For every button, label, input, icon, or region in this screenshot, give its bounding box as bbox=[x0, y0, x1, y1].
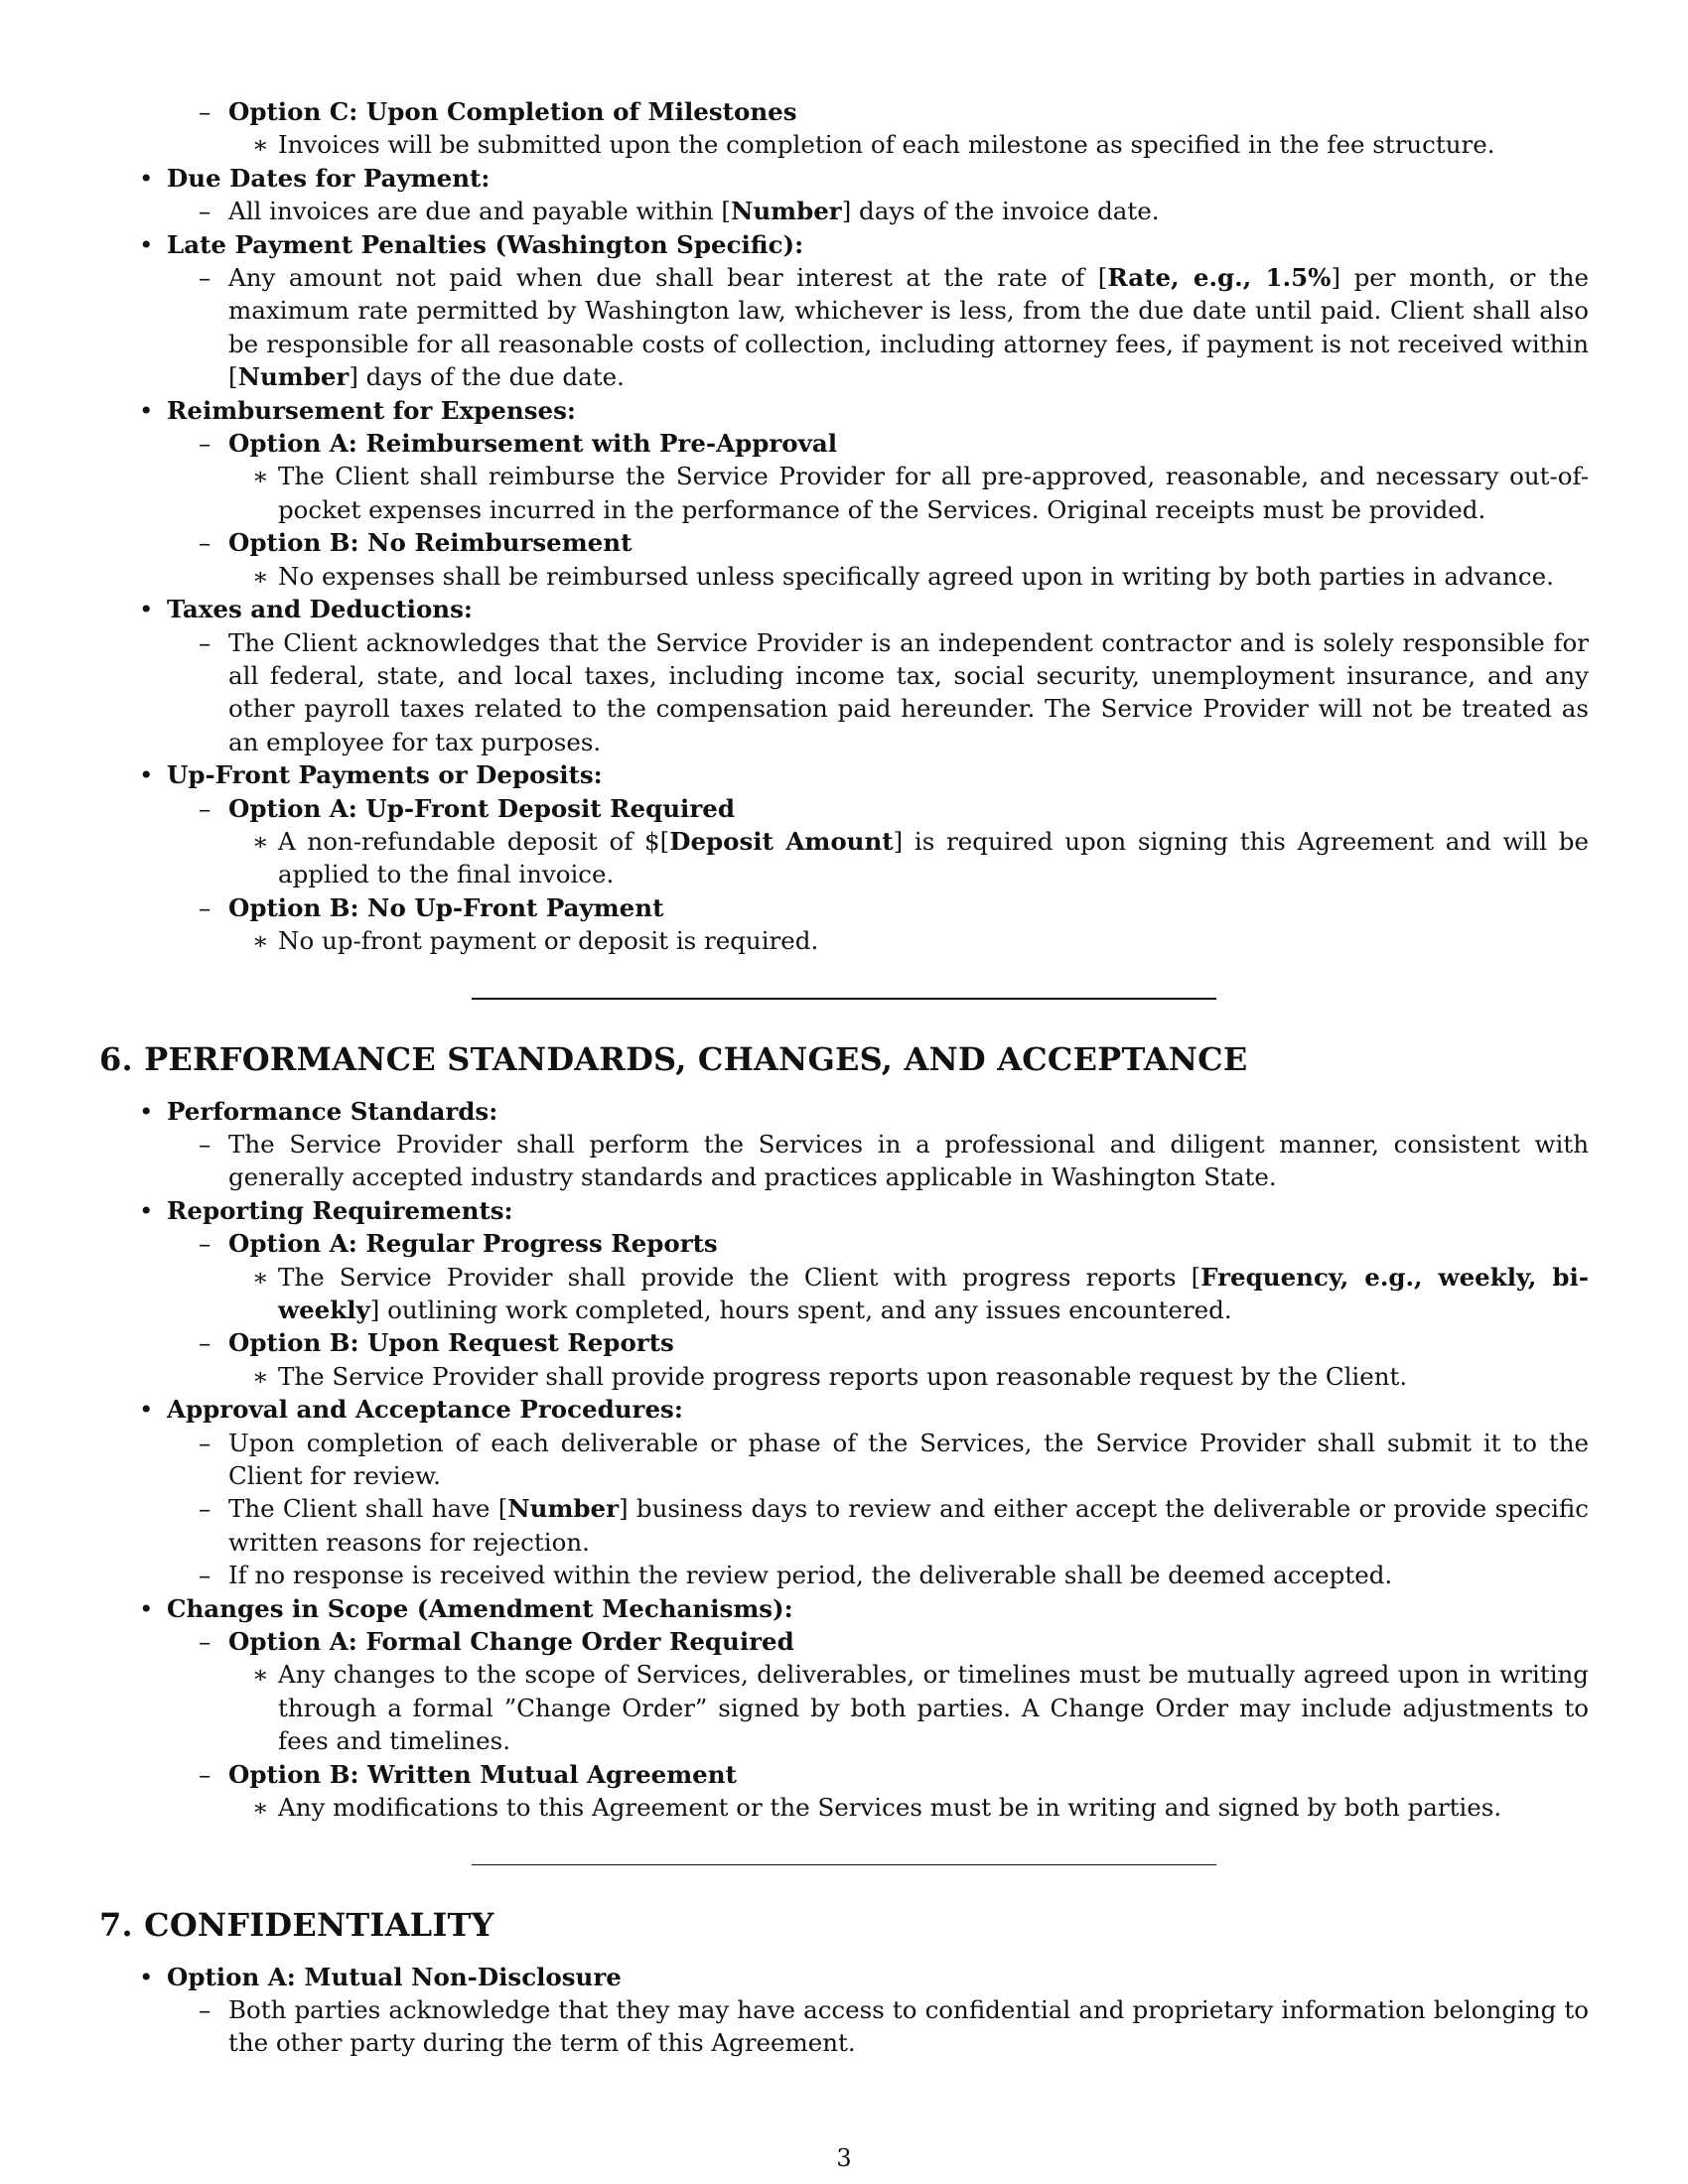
list-item bbox=[99, 1095, 1589, 1194]
list-item: – Upon completion of each deliverable or phase of the Services, the Service Provider shall submit it to the Client for review. bbox=[167, 1427, 1589, 1493]
upfront-option-a-title: Option A: Up-Front Deposit Required bbox=[228, 793, 735, 823]
list-item bbox=[99, 1961, 1589, 2060]
conf-option-a-title: Option A: Mutual Non-Disclosure bbox=[167, 1962, 622, 1991]
changes-option-b-title: Option B: Written Mutual Agreement bbox=[228, 1759, 737, 1789]
changes-title: Changes in Scope (Amendment Mechanisms): bbox=[167, 1593, 793, 1623]
list-item bbox=[99, 593, 1589, 758]
placeholder-number: Number bbox=[730, 197, 842, 226]
list-item bbox=[167, 1625, 1589, 1758]
list-item bbox=[167, 1227, 1589, 1326]
list-item: ∗ The Service Provider shall provide the Client with progress reports [Frequency, e.g., weekly, bi-weekly] outlining work completed, hours spent, and any issues encountered. bbox=[228, 1261, 1589, 1327]
placeholder-rate: Rate, e.g., 1.5% bbox=[1107, 263, 1332, 293]
page-number: 3 bbox=[836, 2144, 852, 2172]
list-item: – If no response is received within the review period, the deliverable shall be deemed accepted. bbox=[167, 1559, 1589, 1591]
placeholder-deposit: Deposit Amount bbox=[669, 826, 894, 856]
section-divider bbox=[472, 998, 1216, 1000]
option-c-text: ∗ Invoices will be submitted upon the completion of each milestone as specified in the fee structure. bbox=[278, 130, 1495, 160]
list-item bbox=[99, 394, 1589, 593]
section-7-list bbox=[99, 1961, 1589, 2060]
list-item: – All invoices are due and payable within [Number] days of the invoice date. bbox=[167, 195, 1589, 227]
due-dates-title: Due Dates for Payment: bbox=[167, 163, 491, 193]
payment-terms-list bbox=[99, 95, 1589, 162]
section-7-heading: 7. CONFIDENTIALITY bbox=[99, 1905, 494, 1944]
list-item bbox=[99, 95, 1589, 162]
list-item: ∗ No expenses shall be reimbursed unless specifically agreed upon in writing by both parties in advance. bbox=[228, 560, 1589, 593]
payment-terms-list-2 bbox=[99, 162, 1589, 958]
upfront-option-b-title: Option B: No Up-Front Payment bbox=[228, 892, 664, 922]
list-item bbox=[167, 1758, 1589, 1825]
list-item bbox=[167, 427, 1589, 526]
report-option-b-title: Option B: Upon Request Reports bbox=[228, 1328, 674, 1358]
upfront-title: Up-Front Payments or Deposits: bbox=[167, 760, 603, 790]
report-option-a-title: Option A: Regular Progress Reports bbox=[228, 1229, 718, 1259]
list-item: ∗ Any changes to the scope of Services, deliverables, or timelines must be mutually agreed upon in writing through a formal ”Change Order” signed by both parties. A Change Order may include adjustments to fees and timelines. bbox=[228, 1658, 1589, 1757]
placeholder-number: Number bbox=[507, 1494, 620, 1524]
list-item bbox=[167, 792, 1589, 891]
late-payment-title: Late Payment Penalties (Washington Specific): bbox=[167, 229, 804, 259]
section-6-heading: 6. PERFORMANCE STANDARDS, CHANGES, AND ACCEPTANCE bbox=[99, 1039, 1248, 1078]
list-item: – Any amount not paid when due shall bear interest at the rate of [Rate, e.g., 1.5%] per month, or the maximum rate permitted by Washington law, whichever is less, from the due date until paid. Client shall also be responsible for all reasonable costs of collection, including attorney fees, if payment is not received within [Number] days of the due date. bbox=[167, 261, 1589, 394]
list-item bbox=[228, 128, 1589, 161]
list-item bbox=[99, 162, 1589, 228]
list-item bbox=[99, 228, 1589, 394]
section-divider bbox=[472, 1864, 1216, 1865]
list-item bbox=[99, 1194, 1589, 1393]
performance-title: Performance Standards: bbox=[167, 1096, 498, 1126]
placeholder-frequency: Frequency, e.g., weekly, bi-weekly bbox=[278, 1262, 1589, 1324]
taxes-title: Taxes and Deductions: bbox=[167, 595, 473, 624]
placeholder-number: Number bbox=[237, 362, 350, 392]
list-item: – The Service Provider shall perform the Services in a professional and diligent manner, consistent with generally accepted industry standards and practices applicable in Washington State. bbox=[167, 1128, 1589, 1194]
reimb-option-a-title: Option A: Reimbursement with Pre-Approval bbox=[228, 429, 838, 459]
list-item: ∗ The Client shall reimburse the Service Provider for all pre-approved, reasonable, and necessary out-of-pocket expenses incurred in the performance of the Services. Original receipts must be provided. bbox=[228, 460, 1589, 526]
section-6-list bbox=[99, 1095, 1589, 1825]
list-item bbox=[99, 1393, 1589, 1591]
list-item bbox=[167, 626, 1589, 759]
list-item: ∗ No up-front payment or deposit is required. bbox=[228, 924, 1589, 957]
list-item bbox=[167, 526, 1589, 593]
changes-option-a-title: Option A: Formal Change Order Required bbox=[228, 1627, 794, 1657]
page-content bbox=[99, 95, 1589, 2060]
reimb-option-b-title: Option B: No Reimbursement bbox=[228, 528, 633, 558]
list-item: – Both parties acknowledge that they may have access to confidential and proprietary information belonging to the other party during the term of this Agreement. bbox=[167, 1993, 1589, 2060]
list-item: ∗ A non-refundable deposit of $[Deposit Amount] is required upon signing this Agreement and will be applied to the final invoice. bbox=[228, 825, 1589, 891]
reimbursement-title: Reimbursement for Expenses: bbox=[167, 395, 576, 425]
list-item: ∗ The Service Provider shall provide progress reports upon reasonable request by the Client. bbox=[228, 1360, 1589, 1393]
list-item bbox=[99, 758, 1589, 957]
list-item: – The Client shall have [Number] business days to review and either accept the deliverable or provide specific written reasons for rejection. bbox=[167, 1492, 1589, 1559]
list-item bbox=[167, 1326, 1589, 1393]
option-c-title: Option C: Upon Completion of Milestones bbox=[228, 97, 797, 126]
taxes-text: – The Client acknowledges that the Service Provider is an independent contractor and is solely responsible for all federal, state, and local taxes, including income tax, social security, unemployment insurance, and any other payroll taxes related to the compensation paid hereunder. The Service Provider will not be treated as an employee for tax purposes. bbox=[228, 627, 1589, 756]
list-item bbox=[99, 1592, 1589, 1825]
reporting-title: Reporting Requirements: bbox=[167, 1195, 513, 1225]
list-item: ∗ Any modifications to this Agreement or the Services must be in writing and signed by both parties. bbox=[228, 1791, 1589, 1824]
list-item bbox=[167, 891, 1589, 958]
approval-title: Approval and Acceptance Procedures: bbox=[167, 1395, 683, 1425]
list-item bbox=[99, 95, 1589, 162]
